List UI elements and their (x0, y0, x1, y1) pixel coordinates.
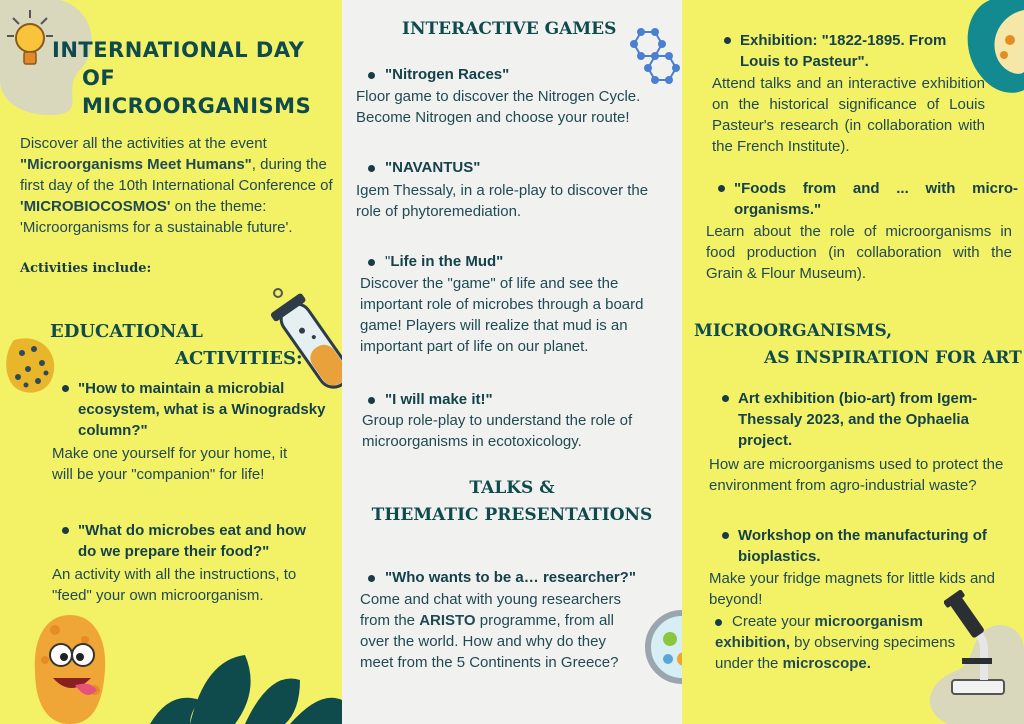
educational-heading: EDUCATIONAL ACTIVITIES: (50, 321, 303, 369)
talks-item-title: "Who wants to be a… researcher?" (368, 567, 636, 588)
bullet-icon (715, 619, 722, 626)
games-item-3-title: "Life in the Mud" (368, 251, 503, 272)
microscope-icon (944, 590, 1014, 700)
educational-item-1-title: "How to maintain a microbial ecosystem, what is a Winogradsky column?" (62, 378, 332, 441)
molecule-icon (625, 22, 680, 87)
activities-label: Activities include: (20, 261, 152, 276)
talks-heading: TALKS & THEMATIC PRESENTATIONS (371, 478, 653, 525)
bullet-icon (368, 72, 375, 79)
art-heading: MICROORGANISMS, AS INSPIRATION FOR ART (694, 321, 1022, 368)
games-item-1-text: Floor game to discover the Nitrogen Cycle. Become Nitrogen and choose your route! (356, 88, 641, 126)
left-panel (0, 0, 342, 724)
bullet-icon (724, 37, 731, 44)
educational-item-2-title: "What do microbes eat and how do we prepare their food?" (62, 520, 327, 562)
main-title (52, 36, 342, 120)
educational-item-1 (62, 378, 332, 441)
exhibition-item-2-title: "Foods from and ... with micro-organisms." (718, 178, 1018, 220)
lightbulb-icon (5, 8, 55, 78)
conference-name: 'MICROBIOCOSMOS' (20, 198, 171, 215)
right-panel (682, 0, 1024, 724)
exhibition-item-1-text: Attend talks and an interactive exhibition on the historical significance of Louis Pasteur's research (in collaboration with the French Institute). (712, 75, 985, 155)
microbe-mascot-icon (25, 610, 115, 724)
bullet-icon (722, 532, 729, 539)
main-title-line1: INTERNATIONAL DAY (52, 38, 305, 62)
games-heading: INTERACTIVE GAMES (402, 19, 617, 39)
games-item-1-title: "Nitrogen Races" (368, 64, 509, 85)
middle-panel (342, 0, 682, 724)
decor-leaves (150, 650, 342, 724)
bullet-icon (368, 165, 375, 172)
bullet-icon (368, 259, 375, 266)
event-name: "Microorganisms Meet Humans" (20, 156, 252, 173)
talks-item-text: Come and chat with young researchers from the ARISTO programme, from all over the world. How and why do they meet from the 5 Continents in Greece? (360, 591, 621, 671)
art-item-1-title: Art exhibition (bio-art) from Igem-Thessaly 2023, and the Ophaelia project. (722, 388, 1002, 451)
art-item-2-title: Workshop on the manufacturing of bioplastics. (722, 525, 1012, 567)
exhibition-item-1-title: Exhibition: "1822-1895. From Louis to Pasteur". (724, 30, 954, 72)
bullet-icon (722, 395, 729, 402)
games-item-4-title: "I will make it!" (368, 389, 493, 410)
art-item-2-text: Make your fridge magnets for little kids and beyond! (709, 570, 995, 608)
educational-item-2-text: An activity with all the instructions, to "feed" your own microorganism. (52, 566, 297, 604)
bullet-icon (718, 185, 725, 192)
exhibition-item-2-text: Learn about the role of microorganisms in food production (in collaboration with the Grain & Flour Museum). (706, 223, 1012, 282)
intro-paragraph: Discover all the activities at the event "Microorganisms Meet Humans", during the first day of the 10th International Conference of 'MICROBIOCOSMOS' on the theme: 'Microorganisms for a sustainable future'. (20, 135, 333, 236)
educational-item-1-text: Make one yourself for your home, it will be your "companion" for life! (52, 445, 288, 483)
programme-name: ARISTO (419, 612, 476, 629)
games-item-2-text: Igem Thessaly, in a role-play to discover the role of phytoremediation. (356, 182, 649, 220)
games-item-2-title: "NAVANTUS" (368, 157, 480, 178)
bullet-icon (368, 575, 375, 582)
bullet-icon (62, 527, 69, 534)
games-item-4-text: Group role-play to understand the role of microorganisms in ecotoxicology. (362, 412, 633, 450)
bullet-icon (62, 385, 69, 392)
educational-item-2 (62, 520, 327, 562)
art-item-3: Create your microorganism exhibition, by observing specimens under the microscope. (715, 613, 956, 672)
main-title-line2: OF MICROORGANISMS (82, 66, 312, 118)
bullet-icon (368, 397, 375, 404)
games-item-3-text: Discover the "game" of life and see the important role of microbes through a board game! Players will realize that mud is an important part of life on our planet. (360, 275, 644, 355)
art-item-1-text: How are microorganisms used to protect the environment from agro-industrial waste? (709, 456, 1004, 494)
